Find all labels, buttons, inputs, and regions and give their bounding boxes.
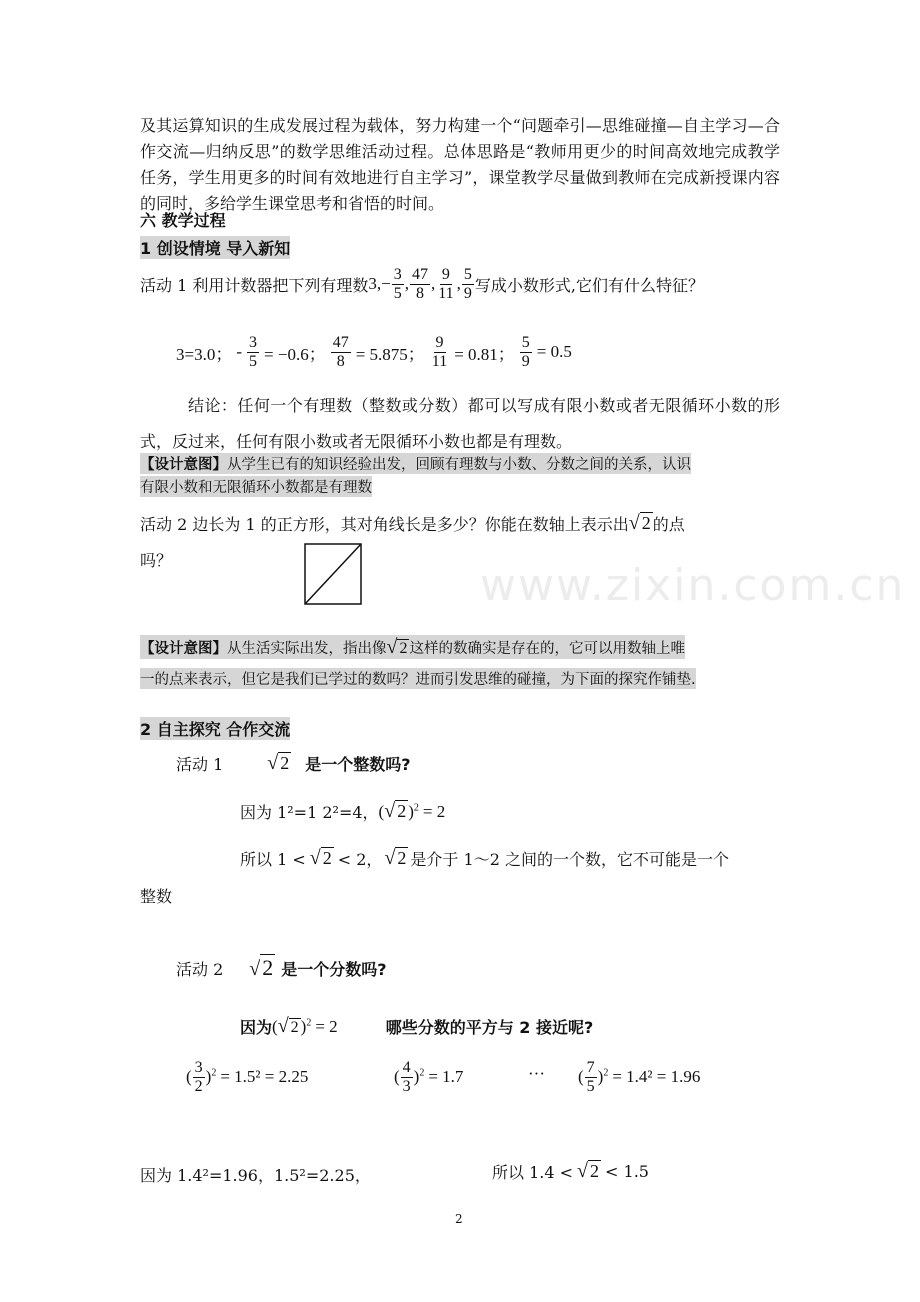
eq-4: = 0.5	[536, 342, 572, 361]
intro-paragraph: 及其运算知识的生成发展过程为载体，努力构建一个“问题牵引—思维碰撞—自主学习—合作交流—归纳反思”的数学思维活动过程。总体思路是“教师用更少的时间高效地完成教学任务，学生用更多的时间有效地进行自主学习”，课堂教学尽量做到教师在完成新授课内容的同时，多给学生课堂思考和省悟的时间。	[140, 116, 780, 213]
eq-3: = 0.81；	[454, 344, 515, 364]
fraction-47-8: $\frac{47}{8}$	[411, 265, 428, 302]
q2-because: 因为 ( √ 2 )$^2$ = 2 哪些分数的平方与 2 接近呢?	[240, 1015, 594, 1037]
decimal-equations: 3=3.0； - $\frac{3}{5}$ = −0.6； $\frac{47}{8}$ = 5.875； $\frac{9}{11}$ = 0.81； $\frac{5}{9}$ = 0.5	[176, 333, 572, 370]
design-intent-1-line2: 有限小数和无限循环小数都是有理数	[140, 476, 372, 497]
fraction-3-5: $\frac{3}{5}$	[393, 265, 402, 302]
activity2-line: 活动 2 边长为 1 的正方形，其对角线长是多少？你能在数轴上表示出 √ 2 的点	[140, 512, 685, 534]
design-intent-2-line2: 一的点来表示，但它是我们已学过的数吗？进而引发思维的碰撞，为下面的探究作铺垫.	[140, 668, 696, 689]
q1-so-cont: 整数	[140, 887, 173, 906]
subheading-2: 2 自主探究 合作交流	[140, 717, 290, 740]
q2-line: 活动 2 √2 是一个分数吗?	[176, 955, 387, 980]
eq-1: = −0.6；	[264, 344, 326, 364]
activity1-prefix: 活动 1 利用计数器把下列有理数	[140, 275, 369, 295]
fraction-square-2: ( $\frac{4}{3}$ )$^2$ = 1.7	[394, 1058, 464, 1095]
design-intent-1-line1: 【设计意图】从学生已有的知识经验出发，回顾有理数与小数、分数之间的关系，认识	[140, 453, 691, 474]
fraction-square-3: ( $\frac{7}{5}$ )$^2$ = 1.4² = 1.96	[578, 1058, 701, 1095]
activity2-line2: 吗？	[140, 551, 173, 570]
ellipsis: ···	[528, 1064, 545, 1083]
final-so: 所以 1.4 < √ 2 < 1.5	[492, 1160, 649, 1182]
activity1-line: 活动 1 利用计数器把下列有理数 3,− $\frac{3}{5}$ , $\frac{47}{8}$ , $\frac{9}{11}$ , $\frac{5}{9}$ 写成小数形式,它们有什么特征？	[140, 265, 704, 302]
final-because: 因为 1.4²=1.96，1.5²=2.25，	[140, 1166, 371, 1185]
activity1-suffix: 写成小数形式,它们有什么特征？	[474, 275, 704, 295]
fraction-9-11: $\frac{9}{11}$	[438, 265, 454, 302]
q1-line: 活动 1 √ 2 是一个整数吗?	[176, 752, 411, 774]
fraction-square-1: ( $\frac{3}{2}$ )$^2$ = 1.5² = 2.25	[186, 1058, 309, 1095]
conclusion-paragraph: 结论：任何一个有理数（整数或分数）都可以写成有限小数或者无限循环小数的形式，反过来，任何有限小数或者无限循环小数也都是有理数。	[140, 396, 780, 451]
watermark: www.zixin.com.cn	[480, 560, 906, 611]
eq-start: 3=3.0；	[176, 344, 233, 364]
q1-so: 所以 1 < √ 2 < 2， √ 2 是介于 1～2 之间的一个数，它不可能是一个	[240, 847, 729, 869]
eq-2: = 5.875；	[355, 344, 425, 364]
design-intent-2-line1: 【设计意图】 从生活实际出发，指出像 √ 2 这样的数确实是存在的，它可以用数轴上唯	[140, 635, 685, 658]
q1-because: 因为 1²=1 2²=4， ( √ 2 )$^2$ = 2	[240, 800, 446, 822]
section-heading-6: 六 教学过程	[140, 211, 226, 230]
square-diagonal	[305, 544, 361, 604]
square-diagram	[304, 543, 362, 605]
subheading-1: 1 创设情境 导入新知	[140, 236, 290, 259]
number-3: 3,−	[368, 274, 391, 293]
fraction-5-9: $\frac{5}{9}$	[463, 265, 472, 302]
sqrt2: √ 2	[628, 512, 651, 534]
page-number: 2	[455, 1212, 463, 1226]
